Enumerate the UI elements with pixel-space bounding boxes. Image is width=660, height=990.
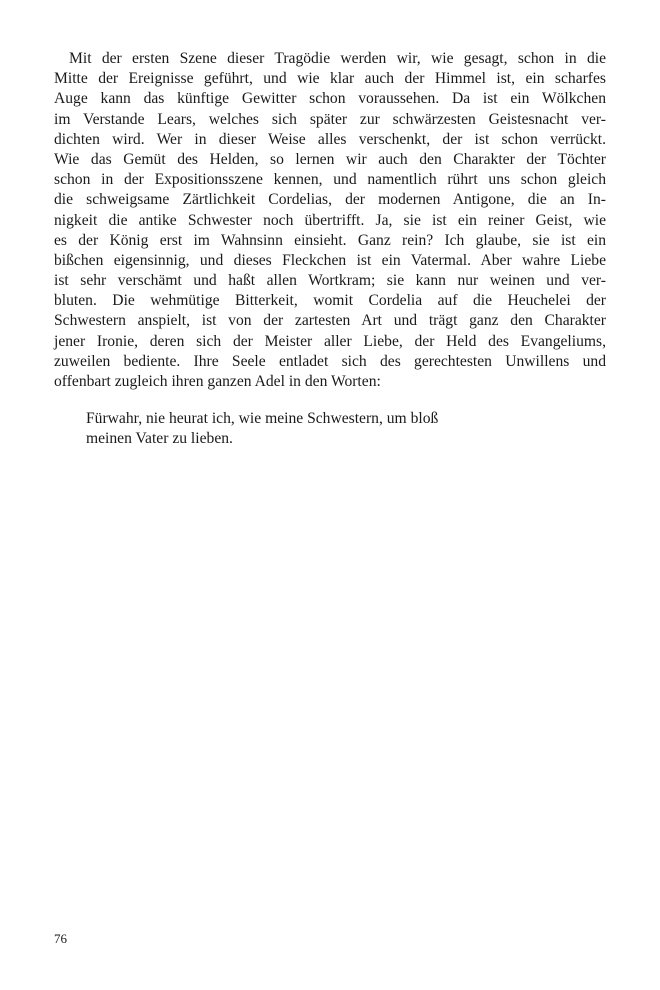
body-line: nigkeit die antike Schwester noch übertrifft. Ja, sie ist ein reiner Geist, wie	[54, 211, 606, 229]
body-line: es der König erst im Wahnsinn einsieht. Ganz rein? Ich glaube, sie ist ein	[54, 231, 606, 249]
body-line: bluten. Die wehmütige Bitterkeit, womit Cordelia auf die Heuchelei der	[54, 292, 606, 310]
body-line: Wie das Gemüt des Helden, so lernen wir auch den Charakter der Töchter	[54, 150, 606, 168]
body-line: zuweilen bediente. Ihre Seele entladet sich des gerechtesten Unwillens und	[54, 352, 606, 370]
body-paragraph	[54, 49, 606, 392]
body-line: offenbart zugleich ihren ganzen Adel in den Worten:	[54, 373, 381, 390]
quote-line: Fürwahr, nie heurat ich, wie meine Schwestern, um bloß	[86, 410, 439, 427]
body-line: Schwestern anspielt, ist von der zartesten Art und trägt ganz den Charakter	[54, 312, 606, 330]
body-line: schon in der Expositionsszene kennen, und namentlich rührt uns schon gleich	[54, 171, 606, 189]
page-number: 76	[54, 931, 67, 946]
body-line: Mit der ersten Szene dieser Tragödie werden wir, wie gesagt, schon in die	[69, 50, 606, 67]
body-line: im Verstande Lears, welches sich später zur schwärzesten Geistesnacht ver-	[54, 110, 606, 128]
block-quote	[86, 409, 506, 449]
body-line: Mitte der Ereignisse geführt, und wie klar auch der Himmel ist, ein scharfes	[54, 70, 606, 88]
body-line: ist sehr verschämt und haßt allen Wortkram; sie kann nur weinen und ver-	[54, 272, 606, 290]
body-line: jener Ironie, deren sich der Meister aller Liebe, der Held des Evangeliums,	[54, 332, 606, 350]
body-line: Auge kann das künftige Gewitter schon voraussehen. Da ist ein Wölkchen	[54, 90, 606, 108]
body-line: die schweigsame Zärtlichkeit Cordelias, der modernen Antigone, die an In-	[54, 191, 606, 209]
quote-line: meinen Vater zu lieben.	[86, 430, 233, 448]
body-line: bißchen eigensinnig, und dieses Fleckchen ist ein Vatermal. Aber wahre Liebe	[54, 251, 606, 269]
body-line: dichten wird. Wer in dieser Weise alles verschenkt, der ist schon verrückt.	[54, 130, 606, 148]
